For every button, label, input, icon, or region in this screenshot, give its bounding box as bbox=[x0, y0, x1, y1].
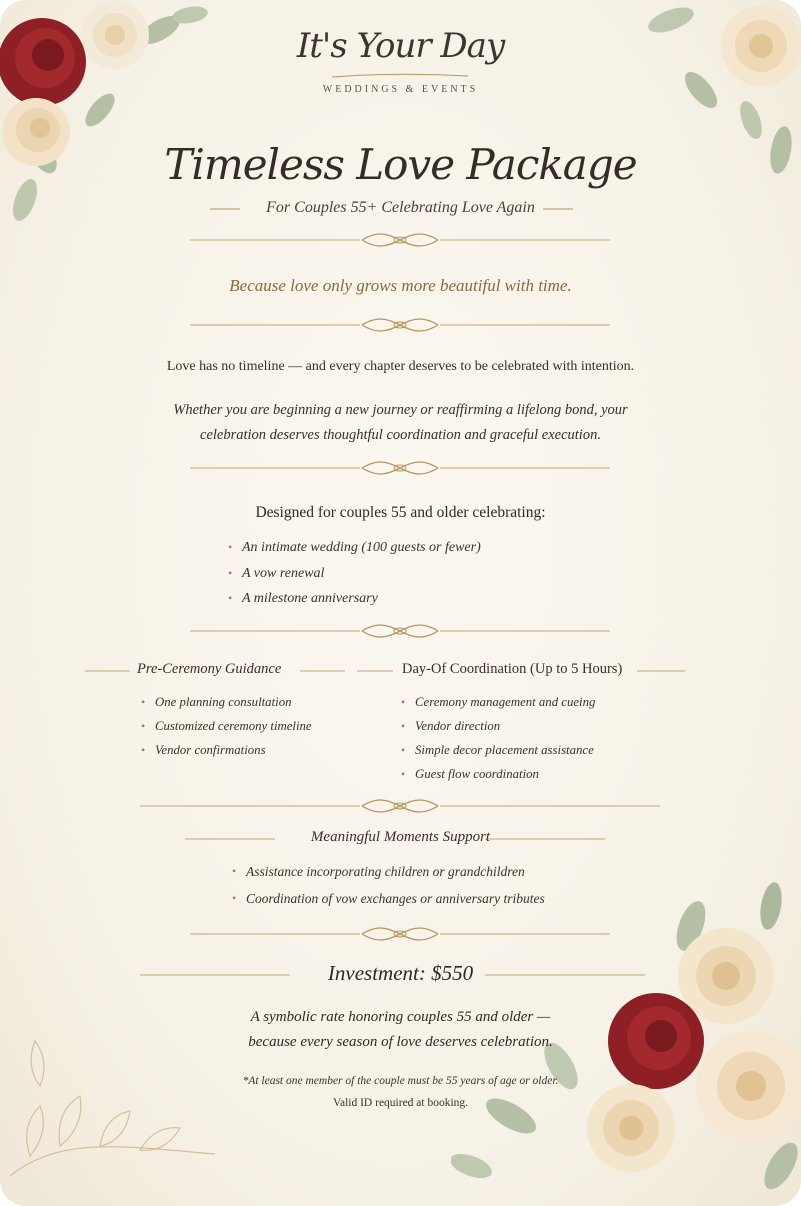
intro-paragraph-line-2: celebration deserves thoughtful coordination and graceful execution. bbox=[200, 427, 601, 443]
ornament-divider bbox=[140, 798, 660, 814]
logo-subtitle: WEDDINGS & EVENTS bbox=[322, 84, 479, 95]
list-item: • Guest flow coordination bbox=[401, 767, 595, 791]
tagline: Because love only grows more beautiful with time. bbox=[229, 276, 572, 295]
logo-underline-swash bbox=[330, 72, 470, 80]
ornament-divider bbox=[190, 232, 610, 248]
day-of-list bbox=[401, 695, 595, 791]
list-item: • Vendor confirmations bbox=[141, 743, 312, 767]
list-item: • One planning consultation bbox=[141, 695, 312, 719]
list-item: • Coordination of vow exchanges or anniversary tributes bbox=[232, 891, 545, 918]
ornament-divider bbox=[190, 317, 610, 333]
designed-for-heading: Designed for couples 55 and older celebrating: bbox=[255, 504, 546, 521]
day-of-heading: Day-Of Coordination (Up to 5 Hours) bbox=[402, 661, 623, 677]
eligibility-note: *At least one member of the couple must be 55 years of age or older. bbox=[242, 1075, 559, 1087]
package-subtitle: For Couples 55+ Celebrating Love Again bbox=[266, 199, 535, 216]
intro-line: Love has no timeline — and every chapter deserves to be celebrated with intention. bbox=[166, 359, 635, 374]
intro-paragraph bbox=[0, 398, 801, 448]
rate-line-1: A symbolic rate honoring couples 55 and older — bbox=[250, 1009, 551, 1025]
moments-list bbox=[232, 864, 545, 918]
list-item: • Vendor direction bbox=[401, 719, 595, 743]
ornament-divider bbox=[190, 623, 610, 639]
list-item: • A milestone anniversary bbox=[228, 591, 481, 617]
intro-paragraph-line-1: Whether you are beginning a new journey or reaffirming a lifelong bond, your bbox=[173, 402, 628, 418]
pre-ceremony-heading: Pre-Ceremony Guidance bbox=[137, 661, 282, 677]
investment-price: Investment: $550 bbox=[327, 961, 474, 985]
list-item: • Ceremony management and cueing bbox=[401, 695, 595, 719]
ornament-divider bbox=[190, 926, 610, 942]
list-item: • An intimate wedding (100 guests or fewer) bbox=[228, 540, 481, 566]
logo-script: It's Your Day bbox=[296, 26, 505, 66]
pre-ceremony-list bbox=[141, 695, 312, 767]
list-item: • Assistance incorporating children or grandchildren bbox=[232, 864, 545, 891]
subtitle-rule-right bbox=[543, 207, 573, 211]
package-title: Timeless Love Package bbox=[164, 140, 637, 189]
list-item: • Simple decor placement assistance bbox=[401, 743, 595, 767]
moments-heading: Meaningful Moments Support bbox=[310, 829, 491, 845]
rate-line-2: because every season of love deserves celebration. bbox=[248, 1034, 553, 1050]
designed-for-list bbox=[228, 540, 481, 617]
list-item: • Customized ceremony timeline bbox=[141, 719, 312, 743]
id-requirement-note: Valid ID required at booking. bbox=[332, 1097, 469, 1109]
ornament-divider bbox=[190, 460, 610, 476]
list-item: • A vow renewal bbox=[228, 566, 481, 592]
